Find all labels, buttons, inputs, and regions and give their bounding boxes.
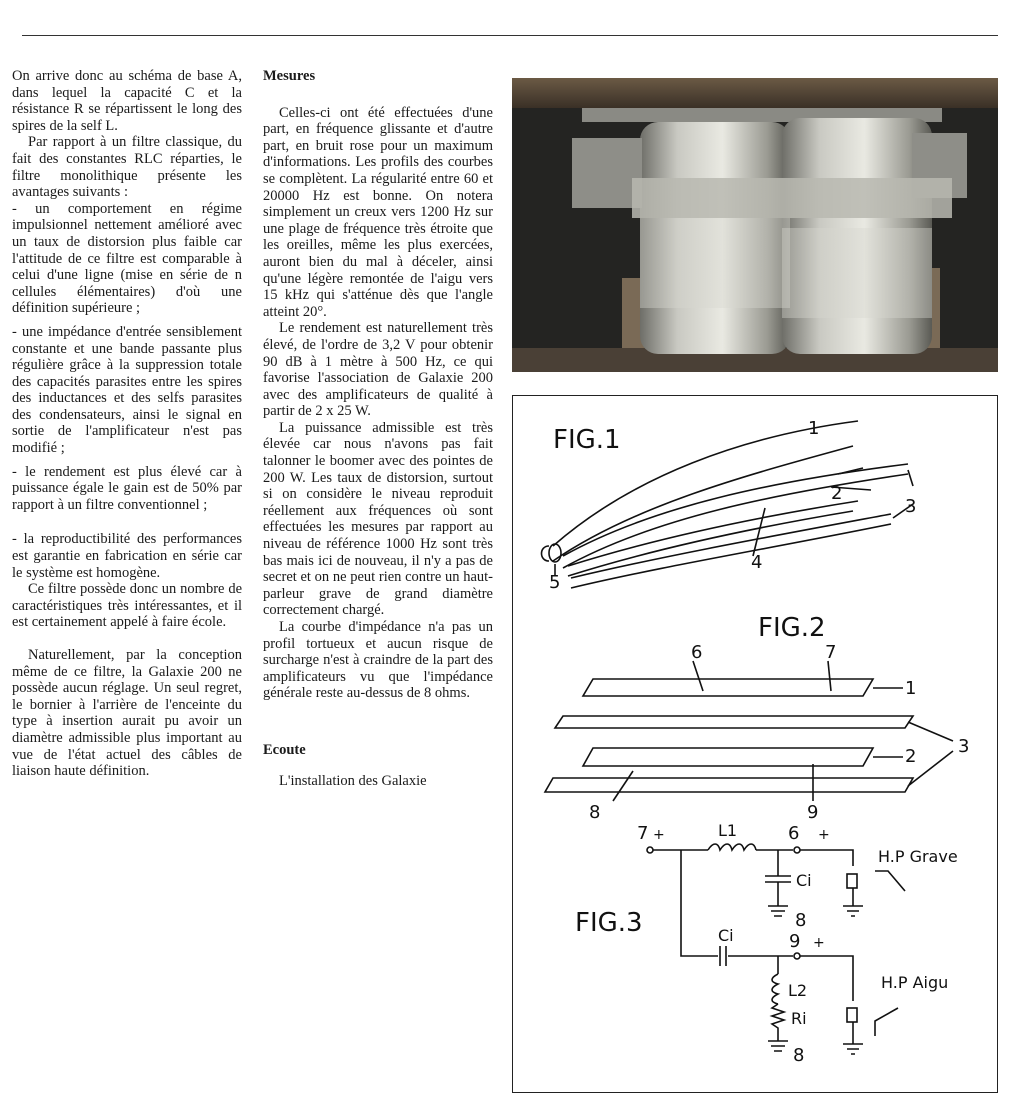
schematic-terminal-6: 6 bbox=[788, 823, 800, 844]
paragraph: La courbe d'impédance n'a pas un profil tortueux et aucun risque de surcharge n'est à craindre de la part des amplificateurs vu que l'impédance générale reste au-dessus de 8 ohms. bbox=[263, 619, 493, 702]
fig-number-2: 2 bbox=[831, 483, 843, 504]
fig3-label: FIG.3 bbox=[575, 908, 643, 938]
fig-number-2-layer: 2 bbox=[905, 746, 917, 767]
schematic-terminal-7: 7 bbox=[637, 823, 649, 844]
fig1-label: FIG.1 bbox=[553, 425, 621, 455]
paragraph: On arrive donc au schéma de base A, dans lequel la capacité C et la résistance R se répartissent le long des spires de la self L. bbox=[12, 68, 242, 134]
filter-components-photo bbox=[512, 78, 998, 372]
schematic-L2: L2 bbox=[788, 981, 808, 1000]
text-column-2 bbox=[263, 68, 493, 789]
paragraph: - une impédance d'entrée sensiblement constante et une bande passante plus régulière grâce à la suppression totale des capacités parasites entre les spires des inductances et des selfs parasites des condensateurs, ainsi le signal en sortie de l'amplificateur n'est pas modifié ; bbox=[12, 323, 242, 457]
paragraph: Ce filtre possède donc un nombre de caractéristiques très intéressantes, et il est certainement appelé à faire école. bbox=[12, 581, 242, 631]
schematic-Ri: Ri bbox=[791, 1009, 807, 1028]
fig2-label: FIG.2 bbox=[758, 613, 826, 643]
fig-number-5: 5 bbox=[549, 572, 561, 593]
fig-number-3-layer: 3 bbox=[958, 736, 970, 757]
schematic-L1: L1 bbox=[718, 821, 738, 840]
fig-number-8: 8 bbox=[589, 802, 601, 823]
hp-grave-label: H.P Grave bbox=[878, 847, 958, 866]
schematic-terminal-9: 9 bbox=[789, 931, 801, 952]
section-heading-mesures: Mesures bbox=[263, 68, 316, 84]
paragraph: Celles-ci ont été effectuées d'une part, en fréquence glissante et d'autre part, en bruit rose pour un maximum d'informations. Les profils des courbes se complètent. La régularité entre 60 et 20000 Hz est bonne. On notera simplement un creux vers 1200 Hz sur une plage de fréquence très étroite que les oreilles, même les plus exercées, auront bien du mal à déceler, ainsi qu'une légère remontée de l'aigu vers 15 kHz qui s'atténue dès que l'angle atteint 20°. bbox=[263, 104, 493, 320]
paragraph: - le rendement est plus élevé car à puissance égale le gain est de 50% par rapport à un filtre conventionnel ; bbox=[12, 463, 242, 513]
paragraph: Naturellement, par la conception même de ce filtre, la Galaxie 200 ne possède aucun réglage. Un seul regret, le bornier à l'arrière de l'enceinte du type à insertion aurait pu avoir un diamètre admissible plus important au vue de l'état actuel des câbles de liaison haute définition. bbox=[12, 647, 242, 780]
schematic-Ci-2: Ci bbox=[718, 926, 734, 945]
paragraph: Par rapport à un filtre classique, du fait des constantes RLC réparties, le filtre monolithique présente les avantages suivants : bbox=[12, 134, 242, 201]
schematic-ground-8: 8 bbox=[795, 910, 807, 931]
fig-number-9: 9 bbox=[807, 802, 819, 823]
fig-number-3: 3 bbox=[905, 496, 917, 517]
schematic-plus-7: + bbox=[653, 827, 665, 843]
fig-number-4: 4 bbox=[751, 552, 763, 573]
schematic-plus-9: + bbox=[813, 935, 825, 951]
section-heading-ecoute: Ecoute bbox=[263, 741, 306, 758]
paragraph: Le rendement est naturellement très élevé, de l'ordre de 3,2 V pour obtenir 90 dB à 1 mètre à 500 Hz, ce qui favorise l'association de Galaxie 200 avec des amplificateurs de qualité à partir de 2 x 25 W. bbox=[263, 320, 493, 420]
paragraph: La puissance admissible est très élevée car nous n'avons pas fait talonner le boomer avec des pointes de 200 W. Les taux de distorsion, surtout si on considère le niveau reproduit réellement aux fréquences où sont effectuées les mesures par rapport au niveau de référence 1000 Hz sont très bas mais ici de nouveau, il n'y a pas de secret et on ne peut rien contre un haut-parleur grave de grand diamètre correctement chargé. bbox=[263, 419, 493, 619]
hp-aigu-label: H.P Aigu bbox=[881, 973, 949, 992]
photo-drawing bbox=[512, 78, 998, 372]
paragraph: - un comportement en régime impulsionnel nettement amélioré avec un taux de distorsion plus faible car l'attitude de ce filtre est comparable à celui d'une ligne (mise en série de n cellules élémentaires) d'où une définition supérieure ; bbox=[12, 200, 242, 317]
figures-panel bbox=[512, 395, 998, 1093]
fig-number-7: 7 bbox=[825, 642, 837, 663]
header-rule bbox=[22, 35, 998, 36]
schematic-Ci-1: Ci bbox=[796, 871, 812, 890]
fig-number-1-layer: 1 bbox=[905, 678, 917, 699]
schematic-plus-6: + bbox=[818, 827, 830, 843]
schematic-ground-8b: 8 bbox=[793, 1045, 805, 1066]
text-column-1 bbox=[12, 68, 242, 780]
paragraph: - la reproductibilité des performances est garantie en fabrication en série car le système est homogène. bbox=[12, 531, 242, 581]
fig-number-6: 6 bbox=[691, 642, 703, 663]
fig-number-1: 1 bbox=[808, 418, 820, 439]
figures-drawing bbox=[513, 396, 999, 1094]
paragraph: L'installation des Galaxie bbox=[279, 772, 427, 789]
